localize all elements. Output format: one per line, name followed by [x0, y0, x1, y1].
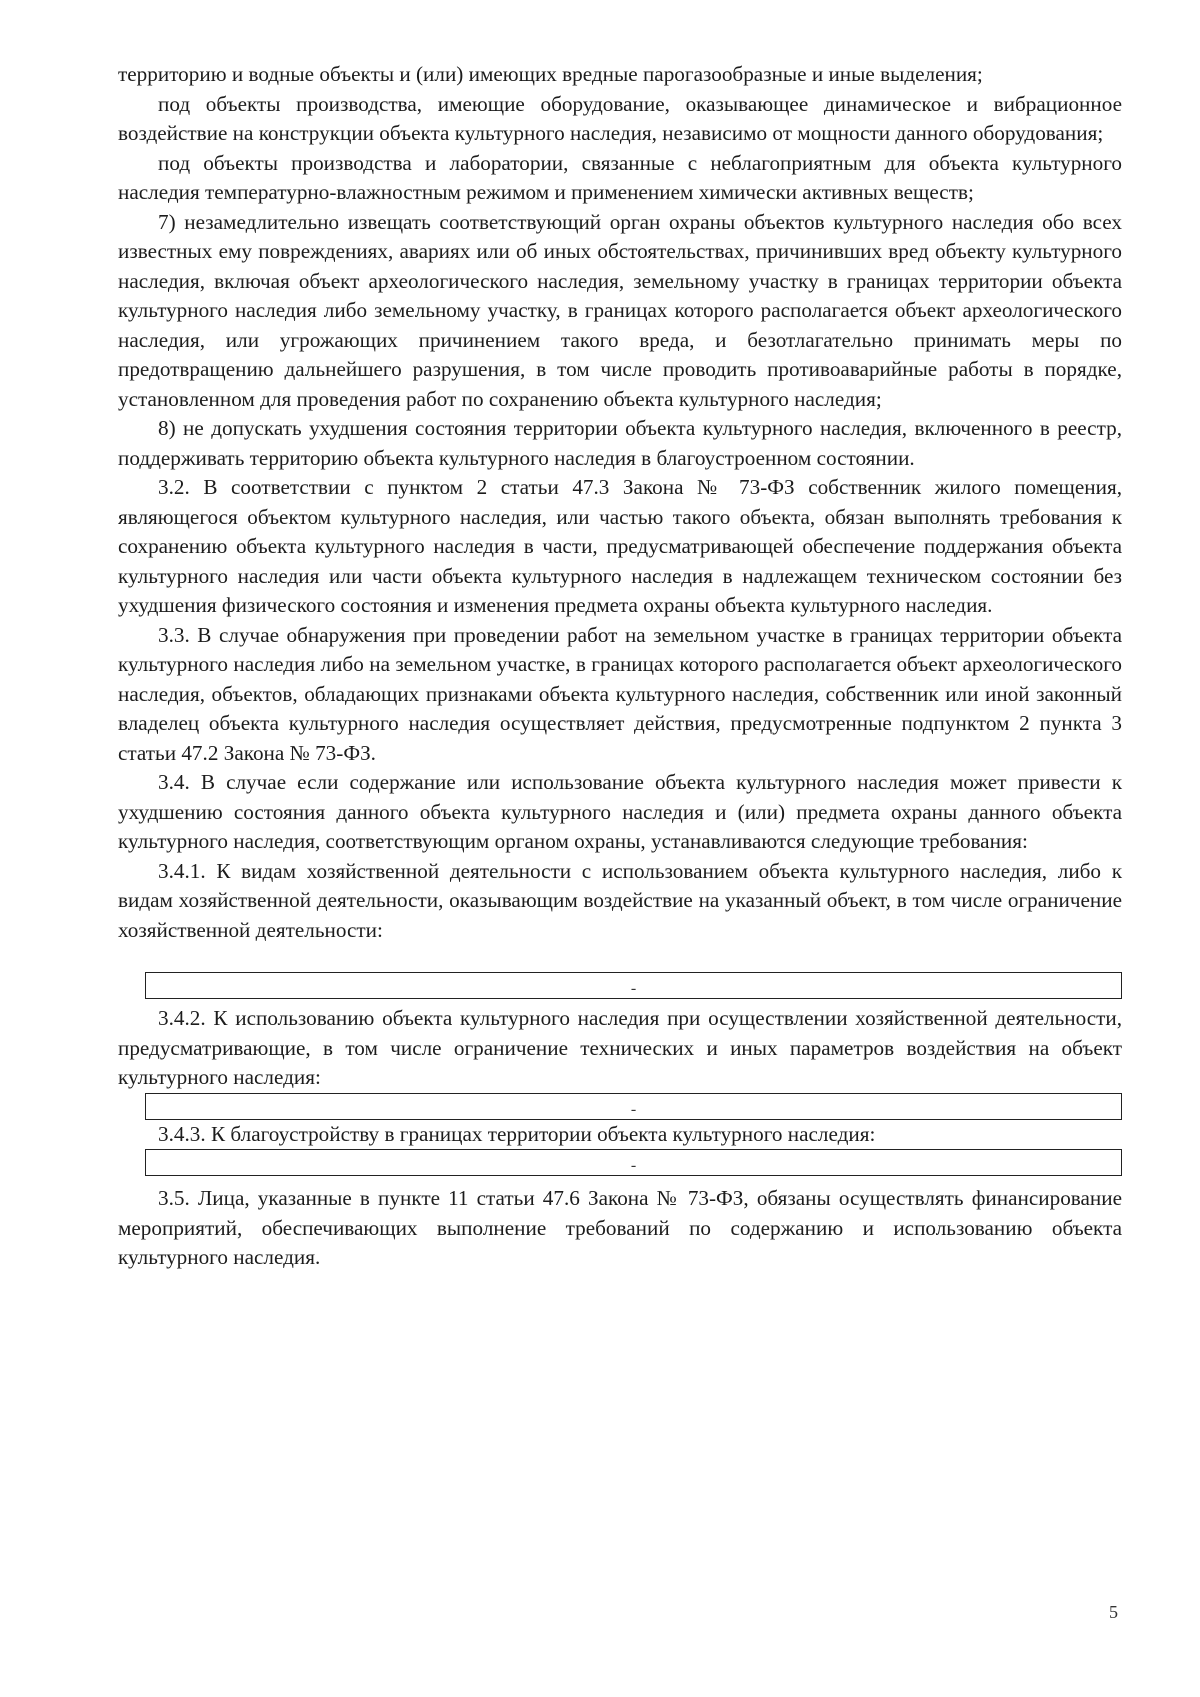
field-value: - — [630, 1157, 637, 1174]
paragraph-laboratories: под объекты производства и лаборатории, связанные с неблагоприятным для объекта культурного наследия температурно-влажностным режимом и применением химически активных веществ; — [118, 150, 1122, 204]
spacer — [118, 1176, 1122, 1184]
document-page — [118, 60, 1122, 1273]
page-number: 5 — [1109, 1602, 1118, 1622]
paragraph-3-2: 3.2. В соответствии с пунктом 2 статьи 47.3 Закона № 73-ФЗ собственник жилого помещения, являющегося объектом культурного наследия, или частью такого объекта, обязан выполнять требования к сохранению объекта культурного наследия в части, предусматривающей обеспечение поддержания объекта культурного наследия или части объекта культурного наследия в надлежащем техническом состоянии без ухудшения физического состояния и изменения предмета охраны объекта культурного наследия. — [118, 475, 1122, 617]
paragraph-item-7: 7) незамедлительно извещать соответствующий орган охраны объектов культурного наследия обо всех известных ему повреждениях, авариях или об иных обстоятельствах, причинивших вред объекту культурного наследия, включая объект археологического наследия, земельному участку в границах территории объекта культурного наследия либо земельному участку, в границах которого располагается объект археологического наследия, или угрожающих причинением такого вреда, и безотлагательно принимать меры по предотвращению дальнейшего разрушения, в том числе проводить противоаварийные работы в порядке, установленном для проведения работ по сохранению объекта культурного наследия; — [118, 209, 1122, 411]
paragraph-3-4: 3.4. В случае если содержание или использование объекта культурного наследия может привести к ухудшению состояния данного объекта культурного наследия и (или) предмета охраны данного объекта культурного наследия, соответствующим органом охраны, устанавливаются следующие требования: — [118, 770, 1122, 853]
paragraph-dynamic-equipment: под объекты производства, имеющие оборудование, оказывающее динамическое и вибрационное воздействие на конструкции объекта культурного наследия, независимо от мощности данного оборудования; — [118, 91, 1122, 145]
field-value: - — [630, 980, 637, 997]
requirements-field-3-4-3 — [145, 1149, 1122, 1176]
paragraph-continuation: территорию и водные объекты и (или) имеющих вредные парогазообразные и иные выделения; — [118, 62, 983, 86]
field-value: - — [630, 1100, 637, 1118]
paragraph-3-3: 3.3. В случае обнаружения при проведении работ на земельном участке в границах территории объекта культурного наследия либо на земельном участке, в границах которого располагается объект археологического наследия, объектов, обладающих признаками объекта культурного наследия, собственник или иной законный владелец объекта культурного наследия осуществляет действия, предусмотренные подпунктом 2 пункта 3 статьи 47.2 Закона № 73-ФЗ. — [118, 622, 1122, 765]
paragraph-3-4-3: 3.4.3. К благоустройству в границах территории объекта культурного наследия: — [158, 1121, 876, 1146]
paragraph-3-5: 3.5. Лица, указанные в пункте 11 статьи 47.6 Закона № 73-ФЗ, обязаны осуществлять финансирование мероприятий, обеспечивающих выполнение требований по содержанию и использованию объекта культурного наследия. — [118, 1186, 1122, 1269]
paragraph-3-4-1: 3.4.1. К видам хозяйственной деятельности с использованием объекта культурного наследия, либо к видам хозяйственной деятельности, оказывающим воздействие на указанный объект, в том числе ограничение хозяйственной деятельности: — [118, 858, 1122, 942]
requirements-field-3-4-2 — [145, 1093, 1122, 1120]
paragraph-3-4-2: 3.4.2. К использованию объекта культурного наследия при осуществлении хозяйственной деятельности, предусматривающие, в том числе ограничение технических и иных параметров воздействия на объект культурного наследия: — [118, 1006, 1122, 1089]
spacer — [118, 945, 1122, 972]
requirements-field-3-4-1 — [145, 972, 1122, 999]
paragraph-item-8: 8) не допускать ухудшения состояния территории объекта культурного наследия, включенного в реестр, поддерживать территорию объекта культурного наследия в благоустроенном состоянии. — [118, 416, 1122, 470]
